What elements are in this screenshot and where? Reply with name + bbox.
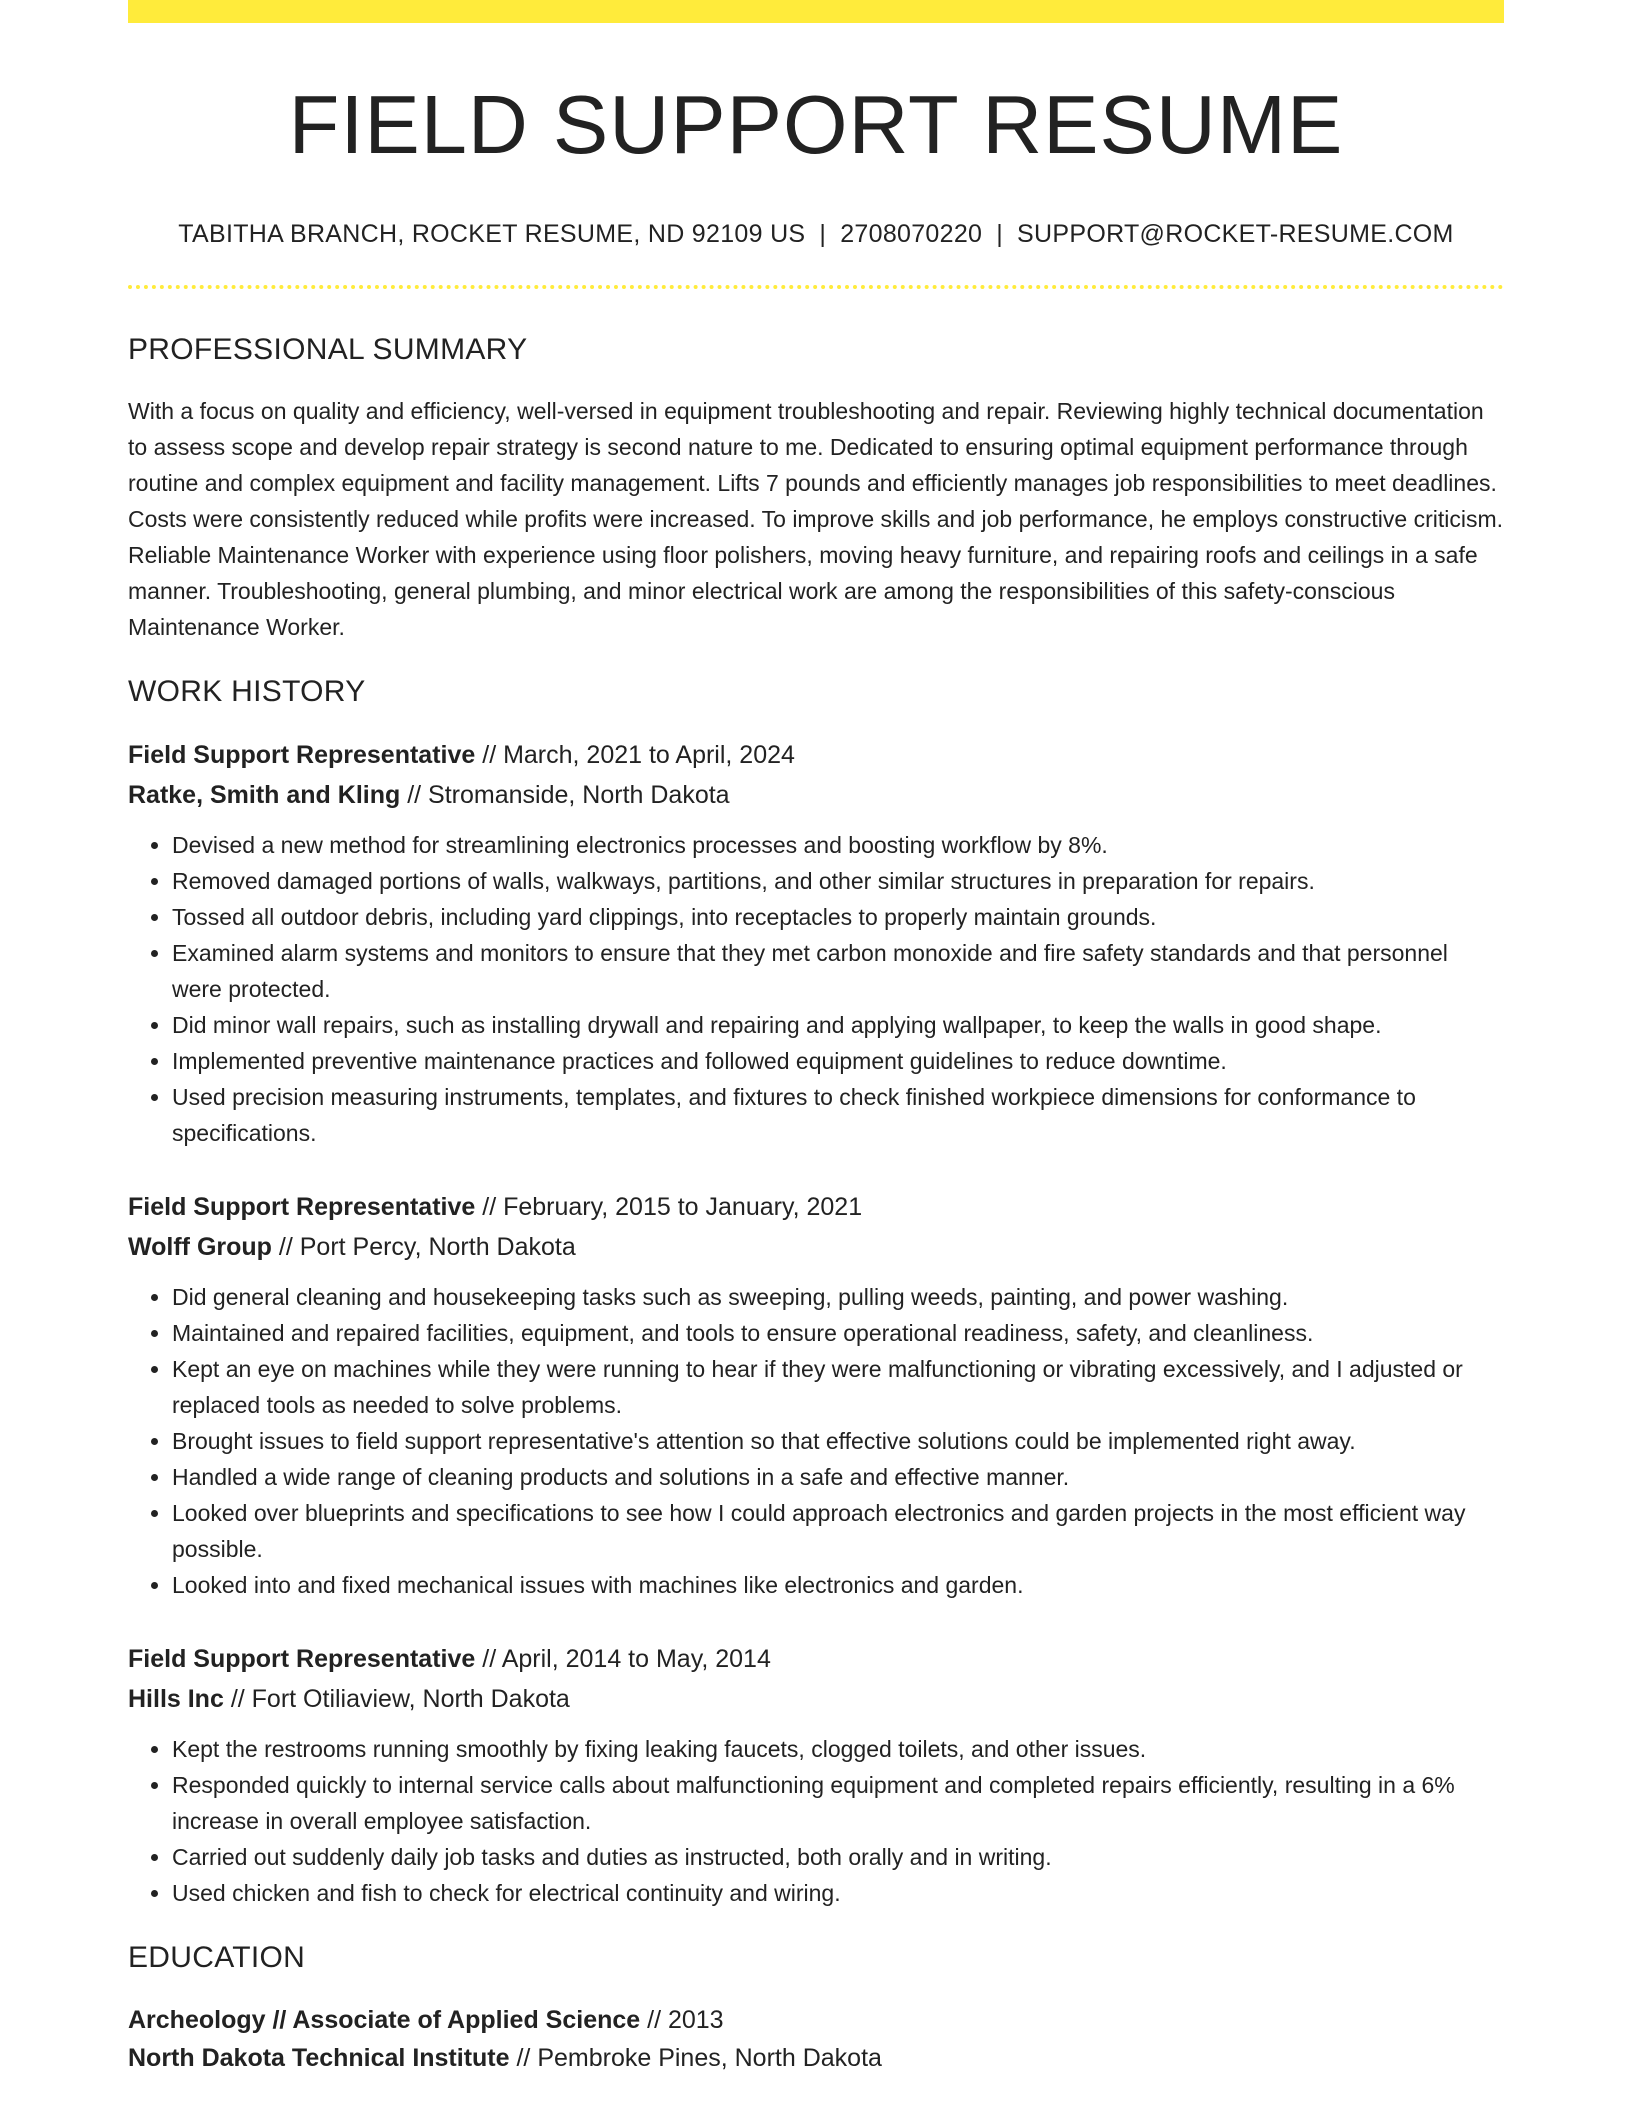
job-company-line: [128, 1227, 1504, 1267]
work-history-heading: WORK HISTORY: [128, 675, 366, 709]
page-title: FIELD SUPPORT RESUME: [288, 78, 1344, 171]
job-title-line: [128, 1639, 1504, 1679]
contact-separator: |: [996, 220, 1004, 249]
contact-email: SUPPORT@ROCKET-RESUME.COM: [1017, 220, 1454, 249]
list-item: • Examined alarm systems and monitors to ensure that they met carbon monoxide and fire safety standards and that personnel were protected.: [172, 935, 1504, 1007]
education-degree: Archeology // Associate of Applied Science: [128, 2006, 641, 2035]
job-title: Field Support Representative: [128, 1193, 476, 1222]
list-item: • Did general cleaning and housekeeping tasks such as sweeping, pulling weeds, painting, and power washing.: [172, 1279, 1504, 1315]
education-year: // 2013: [640, 2006, 724, 2035]
list-item: • Removed damaged portions of walls, walkways, partitions, and other similar structures in preparation for repairs.: [172, 863, 1504, 899]
list-item: • Brought issues to field support representative's attention so that effective solutions could be implemented right away.: [172, 1423, 1504, 1459]
list-item: • Maintained and repaired facilities, equipment, and tools to ensure operational readiness, safety, and cleanliness.: [172, 1315, 1504, 1351]
summary-text: With a focus on quality and efficiency, well-versed in equipment troubleshooting and repair. Reviewing highly technical documentation to assess scope and develop repair strategy is second nature to me. Dedicated to ensuring optimal equipment performance through routine and complex equipment and facility management. Lifts 7 pounds and efficiently manages job responsibilities to meet deadlines. Costs were consistently reduced while profits were increased. To improve skills and job performance, he employs constructive criticism. Reliable Maintenance Worker with experience using floor polishers, moving heavy furniture, and repairing roofs and ceilings in a safe manner. Troubleshooting, general plumbing, and minor electrical work are among the responsibilities of this safety-conscious Maintenance Worker.: [128, 398, 1504, 641]
contact-address: TABITHA BRANCH, ROCKET RESUME, ND 92109 US: [178, 220, 806, 249]
list-item: • Did minor wall repairs, such as installing drywall and repairing and applying wallpaper, to keep the walls in good shape.: [172, 1007, 1504, 1043]
dotted-divider: [128, 285, 1504, 289]
job-dates: // February, 2015 to January, 2021: [475, 1193, 863, 1222]
contact-line: [128, 220, 1504, 249]
education-entry: [128, 2001, 1504, 2077]
job-company-line: [128, 775, 1504, 815]
list-item: • Used chicken and fish to check for electrical continuity and wiring.: [172, 1875, 1504, 1911]
job-location: // Fort Otiliaview, North Dakota: [223, 1685, 570, 1714]
job-location: // Stromanside, North Dakota: [400, 781, 730, 810]
list-item: • Used precision measuring instruments, templates, and fixtures to check finished workpiece dimensions for conformance to specifications.: [172, 1079, 1504, 1151]
job-company: Ratke, Smith and Kling: [128, 781, 401, 810]
job-bullets: [128, 1279, 1504, 1603]
list-item: • Carried out suddenly daily job tasks and duties as instructed, both orally and in writing.: [172, 1839, 1504, 1875]
list-item: • Kept an eye on machines while they were running to hear if they were malfunctioning or vibrating excessively, and I adjusted or replaced tools as needed to solve problems.: [172, 1351, 1504, 1423]
job-location: // Port Percy, North Dakota: [271, 1233, 576, 1262]
job-bullets: [128, 827, 1504, 1151]
list-item: • Tossed all outdoor debris, including yard clippings, into receptacles to properly maintain grounds.: [172, 899, 1504, 935]
education-school-line: [128, 2039, 1504, 2077]
job-company-line: [128, 1679, 1504, 1719]
education-school: North Dakota Technical Institute: [128, 2044, 510, 2073]
job-dates: // April, 2014 to May, 2014: [475, 1645, 771, 1674]
resume-page: [128, 0, 1504, 2112]
list-item: • Looked over blueprints and specifications to see how I could approach electronics and garden projects in the most efficient way possible.: [172, 1495, 1504, 1567]
job-title-line: [128, 1187, 1504, 1227]
list-item: • Implemented preventive maintenance practices and followed equipment guidelines to reduce downtime.: [172, 1043, 1504, 1079]
job-dates: // March, 2021 to April, 2024: [475, 741, 795, 770]
contact-phone: 2708070220: [840, 220, 983, 249]
job-bullets: [128, 1731, 1504, 1911]
job-title: Field Support Representative: [128, 741, 476, 770]
job-entry: [128, 1187, 1504, 1603]
accent-top-bar: [128, 0, 1504, 23]
list-item: • Responded quickly to internal service calls about malfunctioning equipment and completed repairs efficiently, resulting in a 6% increase in overall employee satisfaction.: [172, 1767, 1504, 1839]
list-item: • Devised a new method for streamlining electronics processes and boosting workflow by 8%.: [172, 827, 1504, 863]
education-location: // Pembroke Pines, North Dakota: [509, 2044, 882, 2073]
list-item: • Handled a wide range of cleaning products and solutions in a safe and effective manner.: [172, 1459, 1504, 1495]
job-list: [128, 735, 1504, 1911]
list-item: • Kept the restrooms running smoothly by fixing leaking faucets, clogged toilets, and other issues.: [172, 1731, 1504, 1767]
job-company: Hills Inc: [128, 1685, 224, 1714]
summary-heading: PROFESSIONAL SUMMARY: [128, 333, 528, 367]
job-entry: [128, 735, 1504, 1151]
education-heading: EDUCATION: [128, 1941, 306, 1975]
job-entry: [128, 1639, 1504, 1911]
job-title: Field Support Representative: [128, 1645, 476, 1674]
job-title-line: [128, 735, 1504, 775]
education-degree-line: [128, 2001, 1504, 2039]
list-item: • Looked into and fixed mechanical issues with machines like electronics and garden.: [172, 1567, 1504, 1603]
contact-separator: |: [819, 220, 827, 249]
job-company: Wolff Group: [128, 1233, 272, 1262]
